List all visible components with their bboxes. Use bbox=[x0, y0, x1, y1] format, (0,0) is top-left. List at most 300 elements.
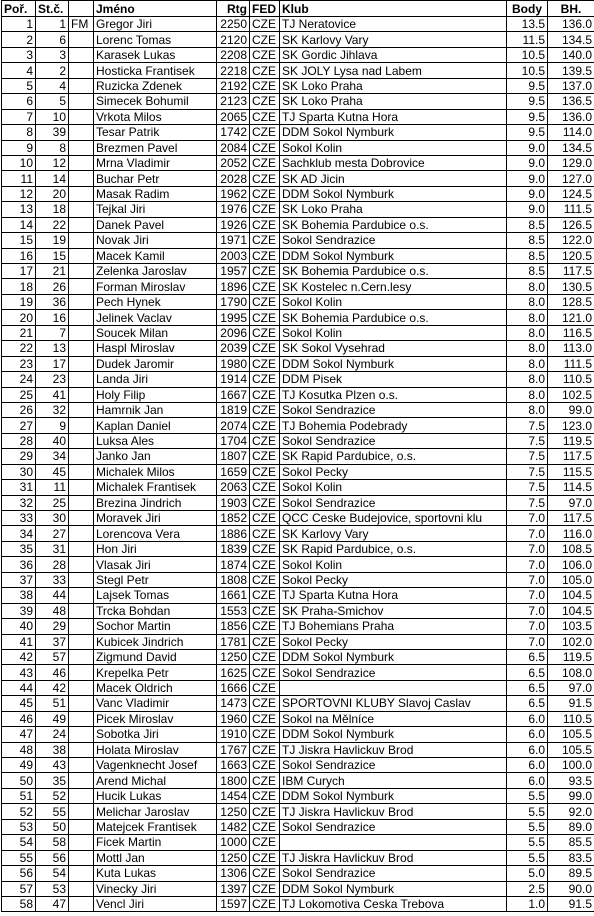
name-cell: Krepelka Petr bbox=[94, 665, 217, 680]
federation-cell: CZE bbox=[250, 680, 280, 695]
federation-cell: CZE bbox=[250, 125, 280, 140]
points-cell: 5.0 bbox=[507, 866, 548, 881]
club-cell: DDM Pisek bbox=[280, 372, 507, 387]
federation-cell: CZE bbox=[250, 449, 280, 464]
table-row bbox=[2, 511, 594, 526]
points-cell: 11.5 bbox=[507, 32, 548, 47]
federation-cell: CZE bbox=[250, 603, 280, 618]
start-number-cell: 20 bbox=[36, 186, 69, 201]
rating-cell: 1742 bbox=[217, 125, 250, 140]
federation-cell: CZE bbox=[250, 495, 280, 510]
header-title bbox=[69, 1, 94, 17]
rank-cell: 22 bbox=[2, 341, 36, 356]
club-cell: DDM Sokol Nymburk bbox=[280, 186, 507, 201]
federation-cell: CZE bbox=[250, 588, 280, 603]
club-cell: DDM Sokol Nymburk bbox=[280, 788, 507, 803]
rank-cell: 51 bbox=[2, 788, 36, 803]
start-number-cell: 14 bbox=[36, 171, 69, 186]
table-row bbox=[2, 248, 594, 263]
name-cell: Luksa Ales bbox=[94, 433, 217, 448]
rating-cell: 1910 bbox=[217, 727, 250, 742]
title-cell bbox=[69, 125, 94, 140]
buchholz-cell: 105.5 bbox=[548, 742, 594, 757]
club-cell: SK Karlovy Vary bbox=[280, 526, 507, 541]
federation-cell: CZE bbox=[250, 881, 280, 896]
club-cell: TJ Sparta Kutna Hora bbox=[280, 588, 507, 603]
title-cell bbox=[69, 896, 94, 911]
points-cell: 8.5 bbox=[507, 217, 548, 232]
table-row bbox=[2, 264, 594, 279]
start-number-cell: 33 bbox=[36, 572, 69, 587]
name-cell: Lajsek Tomas bbox=[94, 588, 217, 603]
title-cell bbox=[69, 341, 94, 356]
name-cell: Picek Miroslav bbox=[94, 711, 217, 726]
rank-cell: 42 bbox=[2, 649, 36, 664]
buchholz-cell: 114.5 bbox=[548, 480, 594, 495]
name-cell: Kaplan Daniel bbox=[94, 418, 217, 433]
points-cell: 8.0 bbox=[507, 325, 548, 340]
buchholz-cell: 104.5 bbox=[548, 603, 594, 618]
table-row bbox=[2, 480, 594, 495]
federation-cell: CZE bbox=[250, 464, 280, 479]
title-cell bbox=[69, 634, 94, 649]
table-row bbox=[2, 711, 594, 726]
title-cell bbox=[69, 155, 94, 170]
club-cell: Sokol Sendrazice bbox=[280, 433, 507, 448]
buchholz-cell: 113.0 bbox=[548, 341, 594, 356]
start-number-cell: 12 bbox=[36, 155, 69, 170]
title-cell bbox=[69, 325, 94, 340]
club-cell: TJ Bohemians Praha bbox=[280, 619, 507, 634]
rank-cell: 57 bbox=[2, 881, 36, 896]
name-cell: Jelinek Vaclav bbox=[94, 310, 217, 325]
buchholz-cell: 105.5 bbox=[548, 727, 594, 742]
start-number-cell: 41 bbox=[36, 387, 69, 402]
table-row bbox=[2, 742, 594, 757]
rating-cell: 1625 bbox=[217, 665, 250, 680]
start-number-cell: 35 bbox=[36, 773, 69, 788]
table-row bbox=[2, 140, 594, 155]
start-number-cell: 38 bbox=[36, 742, 69, 757]
rank-cell: 39 bbox=[2, 603, 36, 618]
rank-cell: 12 bbox=[2, 186, 36, 201]
rating-cell: 1808 bbox=[217, 572, 250, 587]
rating-cell: 2074 bbox=[217, 418, 250, 433]
name-cell: Kuta Lukas bbox=[94, 866, 217, 881]
title-cell bbox=[69, 418, 94, 433]
title-cell bbox=[69, 202, 94, 217]
points-cell: 6.0 bbox=[507, 773, 548, 788]
points-cell: 9.0 bbox=[507, 171, 548, 186]
buchholz-cell: 116.5 bbox=[548, 325, 594, 340]
points-cell: 8.0 bbox=[507, 294, 548, 309]
start-number-cell: 1 bbox=[36, 17, 69, 32]
points-cell: 7.5 bbox=[507, 495, 548, 510]
name-cell: Danek Pavel bbox=[94, 217, 217, 232]
federation-cell: CZE bbox=[250, 788, 280, 803]
name-cell: Macek Oldrich bbox=[94, 680, 217, 695]
title-cell bbox=[69, 804, 94, 819]
rating-cell: 2084 bbox=[217, 140, 250, 155]
rating-cell: 1482 bbox=[217, 819, 250, 834]
title-cell bbox=[69, 140, 94, 155]
buchholz-cell: 85.5 bbox=[548, 835, 594, 850]
start-number-cell: 34 bbox=[36, 449, 69, 464]
rating-cell: 1781 bbox=[217, 634, 250, 649]
federation-cell: CZE bbox=[250, 526, 280, 541]
name-cell: Landa Jiri bbox=[94, 372, 217, 387]
rank-cell: 55 bbox=[2, 850, 36, 865]
rank-cell: 6 bbox=[2, 94, 36, 109]
table-row bbox=[2, 402, 594, 417]
name-cell: Hamrnik Jan bbox=[94, 402, 217, 417]
start-number-cell: 27 bbox=[36, 526, 69, 541]
rank-cell: 14 bbox=[2, 217, 36, 232]
title-cell bbox=[69, 541, 94, 556]
table-row bbox=[2, 217, 594, 232]
start-number-cell: 16 bbox=[36, 310, 69, 325]
title-cell bbox=[69, 758, 94, 773]
start-number-cell: 51 bbox=[36, 696, 69, 711]
buchholz-cell: 90.0 bbox=[548, 881, 594, 896]
federation-cell: CZE bbox=[250, 217, 280, 232]
header-rank: Poř. bbox=[2, 1, 36, 17]
federation-cell: CZE bbox=[250, 634, 280, 649]
rating-cell: 2123 bbox=[217, 94, 250, 109]
buchholz-cell: 100.0 bbox=[548, 758, 594, 773]
buchholz-cell: 99.0 bbox=[548, 402, 594, 417]
rating-cell: 1874 bbox=[217, 557, 250, 572]
rank-cell: 44 bbox=[2, 680, 36, 695]
name-cell: Zelenka Jaroslav bbox=[94, 264, 217, 279]
rating-cell: 1659 bbox=[217, 464, 250, 479]
buchholz-cell: 93.5 bbox=[548, 773, 594, 788]
rating-cell: 1250 bbox=[217, 649, 250, 664]
points-cell: 7.0 bbox=[507, 526, 548, 541]
buchholz-cell: 136.0 bbox=[548, 17, 594, 32]
name-cell: Ruzicka Zdenek bbox=[94, 78, 217, 93]
rank-cell: 2 bbox=[2, 32, 36, 47]
club-cell: Sokol Sendrazice bbox=[280, 665, 507, 680]
buchholz-cell: 130.5 bbox=[548, 279, 594, 294]
rating-cell: 2039 bbox=[217, 341, 250, 356]
name-cell: Buchar Petr bbox=[94, 171, 217, 186]
start-number-cell: 7 bbox=[36, 325, 69, 340]
rank-cell: 27 bbox=[2, 418, 36, 433]
rating-cell: 1473 bbox=[217, 696, 250, 711]
name-cell: Vinecky Jiri bbox=[94, 881, 217, 896]
name-cell: Brezmen Pavel bbox=[94, 140, 217, 155]
buchholz-cell: 117.5 bbox=[548, 264, 594, 279]
points-cell: 6.0 bbox=[507, 758, 548, 773]
table-row bbox=[2, 341, 594, 356]
table-row bbox=[2, 356, 594, 371]
federation-cell: CZE bbox=[250, 758, 280, 773]
rank-cell: 3 bbox=[2, 47, 36, 62]
rating-cell: 1661 bbox=[217, 588, 250, 603]
rating-cell: 1976 bbox=[217, 202, 250, 217]
title-cell bbox=[69, 835, 94, 850]
rank-cell: 8 bbox=[2, 125, 36, 140]
buchholz-cell: 126.5 bbox=[548, 217, 594, 232]
points-cell: 9.0 bbox=[507, 186, 548, 201]
federation-cell: CZE bbox=[250, 387, 280, 402]
name-cell: Simecek Bohumil bbox=[94, 94, 217, 109]
points-cell: 8.5 bbox=[507, 248, 548, 263]
points-cell: 7.5 bbox=[507, 464, 548, 479]
rank-cell: 58 bbox=[2, 896, 36, 911]
name-cell: Hosticka Frantisek bbox=[94, 63, 217, 78]
title-cell bbox=[69, 696, 94, 711]
rating-cell: 1663 bbox=[217, 758, 250, 773]
rating-cell: 1454 bbox=[217, 788, 250, 803]
start-number-cell: 30 bbox=[36, 511, 69, 526]
club-cell: TJ Neratovice bbox=[280, 17, 507, 32]
club-cell: DDM Sokol Nymburk bbox=[280, 881, 507, 896]
club-cell: TJ Jiskra Havlickuv Brod bbox=[280, 804, 507, 819]
buchholz-cell: 119.5 bbox=[548, 433, 594, 448]
federation-cell: CZE bbox=[250, 264, 280, 279]
rank-cell: 28 bbox=[2, 433, 36, 448]
federation-cell: CZE bbox=[250, 402, 280, 417]
buchholz-cell: 114.0 bbox=[548, 125, 594, 140]
rank-cell: 4 bbox=[2, 63, 36, 78]
federation-cell: CZE bbox=[250, 480, 280, 495]
points-cell: 7.5 bbox=[507, 418, 548, 433]
rating-cell: 1306 bbox=[217, 866, 250, 881]
name-cell: Macek Kamil bbox=[94, 248, 217, 263]
federation-cell: CZE bbox=[250, 711, 280, 726]
club-cell: DDM Sokol Nymburk bbox=[280, 649, 507, 664]
rating-cell: 2063 bbox=[217, 480, 250, 495]
name-cell: Vlasak Jiri bbox=[94, 557, 217, 572]
rating-cell: 2208 bbox=[217, 47, 250, 62]
points-cell: 5.5 bbox=[507, 819, 548, 834]
rank-cell: 37 bbox=[2, 572, 36, 587]
points-cell: 7.0 bbox=[507, 541, 548, 556]
federation-cell: CZE bbox=[250, 202, 280, 217]
rank-cell: 35 bbox=[2, 541, 36, 556]
rank-cell: 7 bbox=[2, 109, 36, 124]
rating-cell: 1800 bbox=[217, 773, 250, 788]
club-cell: SK Karlovy Vary bbox=[280, 32, 507, 47]
name-cell: Vrkota Milos bbox=[94, 109, 217, 124]
name-cell: Brezina Jindrich bbox=[94, 495, 217, 510]
title-cell bbox=[69, 264, 94, 279]
buchholz-cell: 110.5 bbox=[548, 372, 594, 387]
rank-cell: 33 bbox=[2, 511, 36, 526]
title-cell bbox=[69, 248, 94, 263]
federation-cell: CZE bbox=[250, 341, 280, 356]
club-cell: TJ Jiskra Havlickuv Brod bbox=[280, 742, 507, 757]
rating-cell: 1704 bbox=[217, 433, 250, 448]
rating-cell: 1666 bbox=[217, 680, 250, 695]
title-cell: FM bbox=[69, 17, 94, 32]
rank-cell: 31 bbox=[2, 480, 36, 495]
title-cell bbox=[69, 788, 94, 803]
start-number-cell: 22 bbox=[36, 217, 69, 232]
rank-cell: 23 bbox=[2, 356, 36, 371]
points-cell: 5.5 bbox=[507, 804, 548, 819]
federation-cell: CZE bbox=[250, 233, 280, 248]
start-number-cell: 4 bbox=[36, 78, 69, 93]
start-number-cell: 3 bbox=[36, 47, 69, 62]
table-row bbox=[2, 325, 594, 340]
club-cell: TJ Sparta Kutna Hora bbox=[280, 109, 507, 124]
federation-cell: CZE bbox=[250, 155, 280, 170]
rank-cell: 5 bbox=[2, 78, 36, 93]
club-cell: SK Sokol Vysehrad bbox=[280, 341, 507, 356]
club-cell: Sokol Kolin bbox=[280, 140, 507, 155]
title-cell bbox=[69, 109, 94, 124]
title-cell bbox=[69, 727, 94, 742]
rank-cell: 47 bbox=[2, 727, 36, 742]
club-cell: TJ Kosutka Plzen o.s. bbox=[280, 387, 507, 402]
rating-cell: 2003 bbox=[217, 248, 250, 263]
table-row bbox=[2, 819, 594, 834]
name-cell: Vagenknecht Josef bbox=[94, 758, 217, 773]
federation-cell: CZE bbox=[250, 186, 280, 201]
title-cell bbox=[69, 665, 94, 680]
buchholz-cell: 128.5 bbox=[548, 294, 594, 309]
rank-cell: 11 bbox=[2, 171, 36, 186]
federation-cell: CZE bbox=[250, 819, 280, 834]
name-cell: Arend Michal bbox=[94, 773, 217, 788]
rank-cell: 45 bbox=[2, 696, 36, 711]
start-number-cell: 10 bbox=[36, 109, 69, 124]
points-cell: 9.5 bbox=[507, 109, 548, 124]
table-row bbox=[2, 47, 594, 62]
club-cell: SK Bohemia Pardubice o.s. bbox=[280, 310, 507, 325]
rank-cell: 36 bbox=[2, 557, 36, 572]
rating-cell: 1971 bbox=[217, 233, 250, 248]
rank-cell: 16 bbox=[2, 248, 36, 263]
points-cell: 8.0 bbox=[507, 279, 548, 294]
start-number-cell: 37 bbox=[36, 634, 69, 649]
federation-cell: CZE bbox=[250, 94, 280, 109]
start-number-cell: 32 bbox=[36, 402, 69, 417]
federation-cell: CZE bbox=[250, 32, 280, 47]
name-cell: Forman Miroslav bbox=[94, 279, 217, 294]
points-cell: 1.0 bbox=[507, 896, 548, 911]
name-cell: Moravek Jiri bbox=[94, 511, 217, 526]
title-cell bbox=[69, 588, 94, 603]
federation-cell: CZE bbox=[250, 63, 280, 78]
table-row bbox=[2, 32, 594, 47]
title-cell bbox=[69, 186, 94, 201]
title-cell bbox=[69, 850, 94, 865]
buchholz-cell: 99.0 bbox=[548, 788, 594, 803]
table-row bbox=[2, 202, 594, 217]
table-row bbox=[2, 665, 594, 680]
rating-cell: 1839 bbox=[217, 541, 250, 556]
points-cell: 5.5 bbox=[507, 788, 548, 803]
table-row bbox=[2, 557, 594, 572]
name-cell: Hucik Lukas bbox=[94, 788, 217, 803]
title-cell bbox=[69, 449, 94, 464]
name-cell: Novak Jiri bbox=[94, 233, 217, 248]
buchholz-cell: 140.0 bbox=[548, 47, 594, 62]
federation-cell: CZE bbox=[250, 140, 280, 155]
buchholz-cell: 111.5 bbox=[548, 356, 594, 371]
club-cell: Sokol Kolin bbox=[280, 294, 507, 309]
header-name: Jméno bbox=[94, 1, 217, 17]
club-cell: SK Loko Praha bbox=[280, 94, 507, 109]
start-number-cell: 8 bbox=[36, 140, 69, 155]
rating-cell: 1926 bbox=[217, 217, 250, 232]
points-cell: 6.0 bbox=[507, 711, 548, 726]
federation-cell: CZE bbox=[250, 248, 280, 263]
header-club: Klub bbox=[280, 1, 507, 17]
start-number-cell: 46 bbox=[36, 665, 69, 680]
name-cell: Lorencova Vera bbox=[94, 526, 217, 541]
rating-cell: 1819 bbox=[217, 402, 250, 417]
rank-cell: 18 bbox=[2, 279, 36, 294]
table-row bbox=[2, 310, 594, 325]
start-number-cell: 13 bbox=[36, 341, 69, 356]
table-row bbox=[2, 541, 594, 556]
federation-cell: CZE bbox=[250, 325, 280, 340]
table-row bbox=[2, 680, 594, 695]
club-cell: Sachklub mesta Dobrovice bbox=[280, 155, 507, 170]
rank-cell: 46 bbox=[2, 711, 36, 726]
rank-cell: 30 bbox=[2, 464, 36, 479]
points-cell: 8.0 bbox=[507, 402, 548, 417]
title-cell bbox=[69, 557, 94, 572]
name-cell: Gregor Jiri bbox=[94, 17, 217, 32]
rank-cell: 40 bbox=[2, 619, 36, 634]
club-cell bbox=[280, 835, 507, 850]
title-cell bbox=[69, 310, 94, 325]
club-cell: Sokol Pecky bbox=[280, 634, 507, 649]
rating-cell: 2250 bbox=[217, 17, 250, 32]
rank-cell: 9 bbox=[2, 140, 36, 155]
start-number-cell: 54 bbox=[36, 866, 69, 881]
rank-cell: 49 bbox=[2, 758, 36, 773]
title-cell bbox=[69, 881, 94, 896]
start-number-cell: 43 bbox=[36, 758, 69, 773]
federation-cell: CZE bbox=[250, 619, 280, 634]
rating-cell: 1856 bbox=[217, 619, 250, 634]
table-row bbox=[2, 619, 594, 634]
table-row bbox=[2, 186, 594, 201]
start-number-cell: 39 bbox=[36, 125, 69, 140]
table-row bbox=[2, 294, 594, 309]
rank-cell: 34 bbox=[2, 526, 36, 541]
rating-cell: 2052 bbox=[217, 155, 250, 170]
title-cell bbox=[69, 433, 94, 448]
points-cell: 9.0 bbox=[507, 202, 548, 217]
club-cell: QCC Ceske Budejovice, sportovni klu bbox=[280, 511, 507, 526]
federation-cell: CZE bbox=[250, 773, 280, 788]
buchholz-cell: 105.0 bbox=[548, 572, 594, 587]
points-cell: 7.0 bbox=[507, 572, 548, 587]
buchholz-cell: 120.5 bbox=[548, 248, 594, 263]
table-row bbox=[2, 17, 594, 32]
title-cell bbox=[69, 742, 94, 757]
rank-cell: 38 bbox=[2, 588, 36, 603]
title-cell bbox=[69, 495, 94, 510]
points-cell: 7.0 bbox=[507, 619, 548, 634]
points-cell: 10.5 bbox=[507, 47, 548, 62]
title-cell bbox=[69, 649, 94, 664]
rating-cell: 2218 bbox=[217, 63, 250, 78]
points-cell: 8.0 bbox=[507, 356, 548, 371]
start-number-cell: 48 bbox=[36, 603, 69, 618]
name-cell: Zigmund David bbox=[94, 649, 217, 664]
rank-cell: 50 bbox=[2, 773, 36, 788]
header-row bbox=[2, 1, 594, 17]
